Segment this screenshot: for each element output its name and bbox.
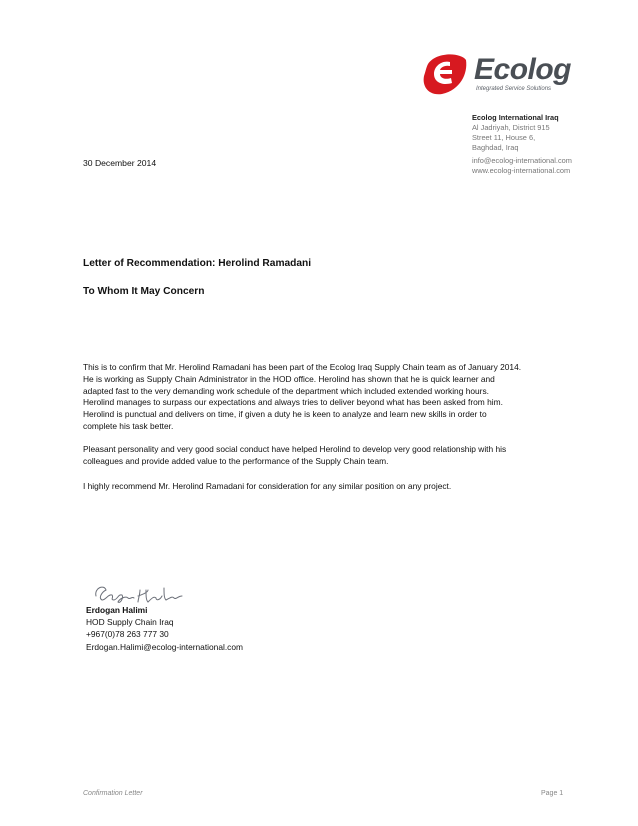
signer-email[interactable]: Erdogan.Halimi@ecolog-international.com: [86, 641, 244, 652]
company-email[interactable]: info@ecolog-international.com: [472, 156, 572, 165]
text-line: He is working as Supply Chain Administrator in the HOD office. Herolind has shown that he is quick learner and: [83, 373, 495, 384]
text-line: Herolind is punctual and delivers on time, if given a duty he is keen to analyze and learn new skills in order to: [83, 409, 487, 420]
company-name: Ecolog International Iraq: [472, 113, 559, 122]
address-line-2: Street 11, House 6,: [472, 133, 536, 142]
text-line: I highly recommend Mr. Herolind Ramadani for consideration for any similar position on any project.: [83, 481, 452, 491]
text-line: This is to confirm that Mr. Herolind Ramadani has been part of the Ecolog Iraq Supply Chain team as of January 2014.: [83, 362, 522, 372]
ecolog-logo-icon: [420, 50, 470, 96]
address-line-3: Baghdad, Iraq: [472, 143, 519, 152]
letter-date: 30 December 2014: [83, 158, 157, 168]
signer-title: HOD Supply Chain Iraq: [86, 617, 174, 628]
signature-block: [86, 604, 243, 653]
company-website[interactable]: www.ecolog-international.com: [472, 166, 571, 175]
text-line: adapted fast to the very demanding work schedule of the department which included extended working hours.: [83, 385, 489, 396]
company-address: [472, 113, 559, 153]
signer-phone: +967(0)78 263 777 30: [86, 629, 169, 640]
company-logo: [420, 50, 570, 96]
logo-tagline: Integrated Service Solutions: [476, 86, 552, 92]
text-line: Pleasant personality and very good social conduct have helped Herolind to develop very good relationship with his: [83, 444, 507, 454]
footer-doc-title: Confirmation Letter: [83, 790, 143, 797]
paragraph-2: [83, 444, 573, 468]
logo-wordmark: Ecolog: [474, 53, 572, 86]
company-contact: [472, 156, 572, 176]
signer-name: Erdogan Halimi: [86, 605, 148, 615]
paragraph-3: [83, 481, 573, 493]
letter-salutation: To Whom It May Concern: [83, 286, 205, 297]
text-line: colleagues and provide added value to the performance of the Supply Chain team.: [83, 455, 389, 466]
paragraph-1: [83, 362, 573, 433]
footer-page-number: Page 1: [541, 790, 564, 797]
text-line: Herolind manages to surpass our expectations and always tries to deliver beyond what has been asked from him.: [83, 397, 503, 408]
address-line-1: Al Jadriyah, District 915: [472, 123, 550, 132]
text-line: complete his task better.: [83, 420, 174, 431]
letter-title: Letter of Recommendation: Herolind Ramadani: [83, 258, 312, 269]
